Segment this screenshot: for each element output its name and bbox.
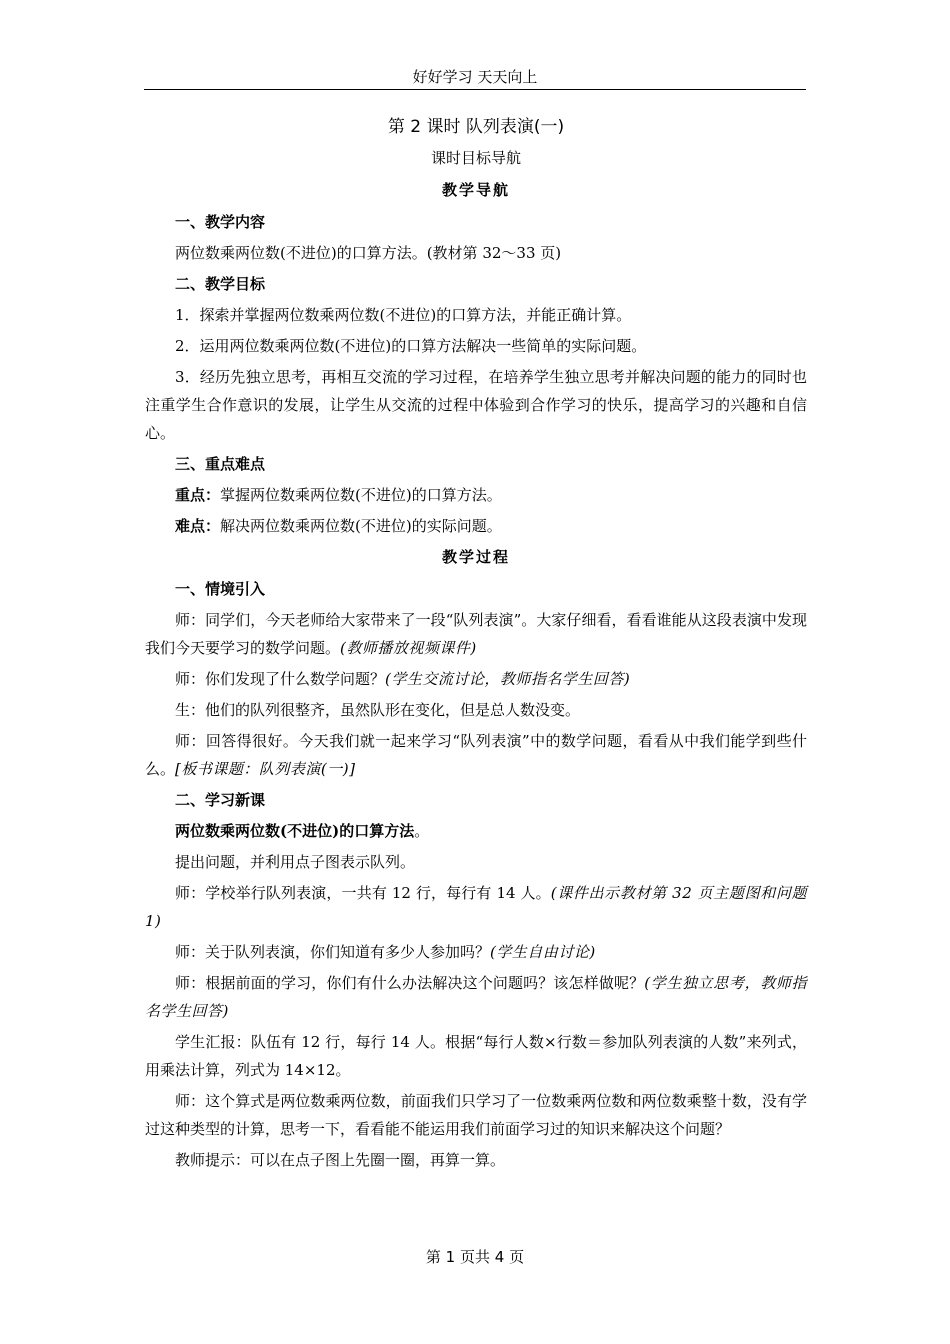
heading-scene-intro: 一、情境引入 [175,580,266,598]
paragraph-text: 师：同学们，今天老师给大家带来了一段“队列表演”。大家仔细看，看看谁能从这段表演中发现我们今天要学习的数学问题。 [145,611,807,657]
heading-teaching-goals: 二、教学目标 [175,275,266,293]
paragraph: 提出问题，并利用点子图表示队列。 [175,853,416,871]
paragraph [145,606,807,662]
paragraph-note: (课件出示教材第 32 页主题图和问题 1) [145,884,807,930]
paragraph-text: 师：关于队列表演，你们知道有多少人参加吗？ [175,943,491,961]
teaching-content-text: 两位数乘两位数(不进位)的口算方法。(教材第 32～33 页) [175,244,562,262]
section-title-teaching-process: 教学过程 [441,548,510,566]
goal-item-3: 3．经历先独立思考，再相互交流的学习过程，在培养学生独立思考并解决问题的能力的同时也注重学生合作意识的发展，让学生从交流的过程中体验到合作学习的快乐，提高学习的兴趣和自信心。 [145,368,807,442]
paragraph-text: 师：学校举行队列表演，一共有 12 行，每行有 14 人。 [175,884,551,902]
document-body [145,114,807,1177]
header-divider [144,89,806,90]
heading-new-lesson: 二、学习新课 [175,791,266,809]
paragraph-note: [板书课题：队列表演(一)] [175,760,356,778]
difficult-point-text: 解决两位数乘两位数(不进位)的实际问题。 [220,517,502,535]
paragraph-text: 。 [414,822,430,840]
paragraph-note: (学生独立思考，教师指名学生回答) [145,974,807,1020]
paragraph [145,727,807,783]
goal-item-2: 2．运用两位数乘两位数(不进位)的口算方法解决一些简单的实际问题。 [175,337,647,355]
paragraph [145,665,807,693]
paragraph: 生：他们的队列很整齐，虽然队形在变化，但是总人数没变。 [175,701,581,719]
paragraph: 教师提示：可以在点子图上先圈一圈，再算一算。 [175,1151,506,1169]
key-point [145,481,807,509]
paragraph-bold-text: 两位数乘两位数(不进位)的口算方法 [175,822,415,840]
paragraph-note: (学生交流讨论，教师指名学生回答) [385,670,631,688]
key-point-label: 重点： [175,486,221,504]
heading-teaching-content: 一、教学内容 [175,213,266,231]
paragraph [145,938,807,966]
paragraph-text: 师：你们发现了什么数学问题？ [175,670,386,688]
paragraph [145,817,807,845]
paragraph-note: (学生自由讨论) [490,943,596,961]
section-title-teaching-guide: 教学导航 [441,181,510,199]
lesson-title: 第 2 课时 队列表演(一) [387,117,565,137]
paragraph [145,969,807,1025]
difficult-point-label: 难点： [175,517,221,535]
paragraph: 师：这个算式是两位数乘两位数，前面我们只学习了一位数乘两位数和两位数乘整十数，没有学过这种类型的计算，思考一下，看看能不能运用我们前面学习过的知识来解决这个问题？ [145,1092,807,1138]
paragraph [145,879,807,935]
page-footer: 第 1 页共 4 页 [425,1248,525,1266]
key-point-text: 掌握两位数乘两位数(不进位)的口算方法。 [220,486,502,504]
difficult-point [145,512,807,540]
lesson-subtitle: 课时目标导航 [430,149,521,167]
page-header: 好好学习 天天向上 [412,68,538,86]
paragraph-text: 师：回答得很好。今天我们就一起来学习“队列表演”中的数学问题，看看从中我们能学到些什么。 [145,732,807,778]
paragraph-note: (教师播放视频课件) [340,639,477,657]
heading-key-points: 三、重点难点 [175,455,266,473]
goal-item-1: 1．探索并掌握两位数乘两位数(不进位)的口算方法，并能正确计算。 [175,306,632,324]
paragraph-text: 师：根据前面的学习，你们有什么办法解决这个问题吗？该怎样做呢？ [175,974,645,992]
paragraph: 学生汇报：队伍有 12 行，每行 14 人。根据“每行人数×行数＝参加队列表演的人数”来列式，用乘法计算，列式为 14×12。 [145,1033,807,1079]
